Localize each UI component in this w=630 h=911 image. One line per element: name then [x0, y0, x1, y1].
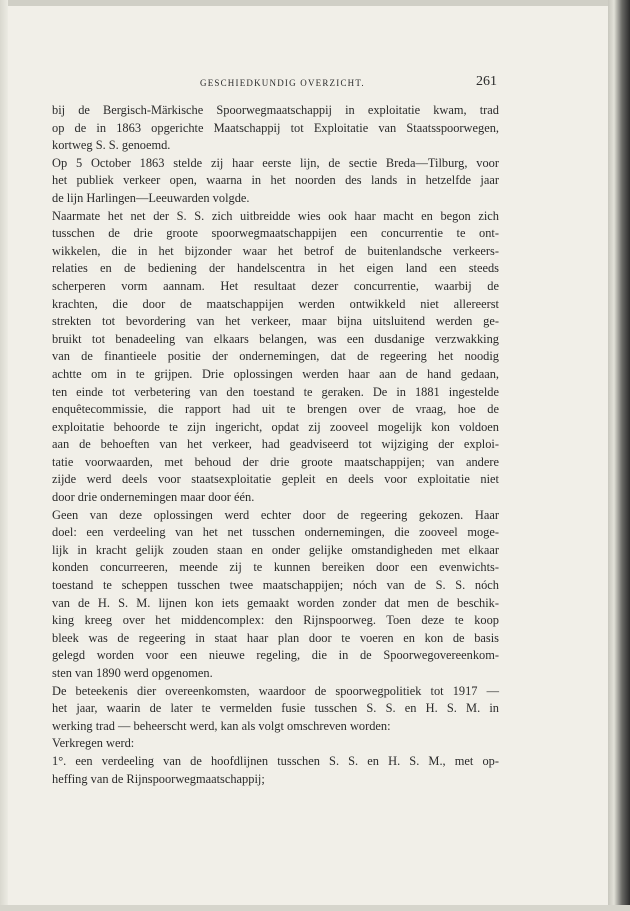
text-line: heffing van de Rijnspoorwegmaatschappij;	[52, 771, 265, 786]
text-line: werking trad — beheerscht werd, kan als volgt omschreven worden:	[52, 718, 391, 733]
page-content	[52, 72, 499, 788]
text-line: enquêtecommissie, die rapport had uit te brengen over de vraag, hoe de	[52, 402, 499, 417]
text-line: 1°. een verdeeling van de hoofdlijnen tusschen S. S. en H. S. M., met op-	[52, 753, 499, 768]
text-line: het jaar, waarin de later te vermelden fusie tusschen S. S. en H. S. M. in	[52, 701, 499, 716]
text-line: exploitatie behoorde te zijn ingericht, opdat zij zooveel mogelijk kon voldoen	[52, 419, 499, 434]
text-line: Op 5 October 1863 stelde zij haar eerste lijn, de sectie Breda—Tilburg, voor	[52, 155, 499, 170]
text-line: door drie ondernemingen maar door één.	[52, 490, 255, 505]
text-line: strekten tot bevordering van het verkeer, maar bijna uitsluitend werden ge-	[52, 314, 499, 329]
page-number: 261	[476, 74, 497, 89]
running-title: GESCHIEDKUNDIG OVERZICHT.	[200, 78, 365, 88]
text-line: tatie voorwaarden, met behoud der drie groote maatschappijen; van andere	[52, 454, 499, 469]
text-line: gelegd worden voor een nieuwe regeling, die in de Spoorwegovereenkom-	[52, 648, 499, 663]
text-line: king kreeg over het middencomplex: den Rijnspoorweg. Toen deze te koop	[52, 613, 499, 628]
running-head	[52, 72, 499, 94]
text-line: van de H. S. M. lijnen kon iets gemaakt worden zonder dat men de beschik-	[52, 595, 499, 610]
text-line: de lijn Harlingen—Leeuwarden volgde.	[52, 190, 250, 205]
book-spine-edge	[608, 0, 630, 911]
text-line: bleek was de regeering in staat haar plan door te voeren en kon de basis	[52, 630, 499, 645]
text-line: scherperen vorm aannam. Het resultaat dezer concurrentie, waarbij de	[52, 278, 499, 293]
text-line: toestand te scheppen tusschen twee maatschappijen; nóch van de S. S. nóch	[52, 578, 499, 593]
text-line: konden concurreeren, meende zij te kunnen bereiken door een evenwichts-	[52, 560, 499, 575]
text-line: Geen van deze oplossingen werd echter door de regeering gekozen. Haar	[52, 507, 499, 522]
text-line: De beteekenis dier overeenkomsten, waardoor de spoorwegpolitiek tot 1917 —	[52, 683, 499, 698]
text-line: zijde werd deels voor staatsexploitatie gepleit en deels voor exploitatie niet	[52, 472, 499, 487]
page-top-edge	[0, 0, 630, 6]
text-line: bruikt tot benadeeling van elkaars belangen, was een dusdanige verzwakking	[52, 331, 499, 346]
text-line: achtte om in te grijpen. Drie oplossingen werden haar aan de hand gedaan,	[52, 366, 499, 381]
text-line: kortweg S. S. genoemd.	[52, 138, 171, 153]
text-line: wikkelen, die in het bijzonder waar het betrof de buitenlandsche verkeers-	[52, 243, 499, 258]
text-line: lijk in kracht gelijk zouden staan en onder gelijke omstandigheden met elkaar	[52, 542, 499, 557]
text-line: doel: een verdeeling van het net tusschen ondernemingen, die zooveel moge-	[52, 525, 499, 540]
text-line: relaties en de bediening der handelscentra in het eigen land een steeds	[52, 261, 499, 276]
text-line: Naarmate het net der S. S. zich uitbreidde wies ook haar macht en begon zich	[52, 208, 499, 223]
text-line: tusschen de drie groote spoorwegmaatschappijen een concurrentie te ont-	[52, 226, 499, 241]
text-line: krachten, die door de maatschappijen werden ontwikkeld niet allereerst	[52, 296, 499, 311]
text-line: het publiek verkeer open, waarna in het noorden des lands in hetzelfde jaar	[52, 173, 499, 188]
text-line: aan de behoeften van het verkeer, had geadviseerd tot wijziging der exploi-	[52, 437, 499, 452]
text-line: bij de Bergisch-Märkische Spoorwegmaatschappij in exploitatie kwam, trad	[52, 103, 499, 117]
text-line: ten einde tot verbetering van den toestand te geraken. De in 1881 ingestelde	[52, 384, 499, 399]
body-text	[52, 102, 499, 788]
page-left-edge	[0, 0, 8, 911]
text-line: Verkregen werd:	[52, 736, 135, 751]
text-line: van de finantieele positie der ondernemingen, dat de regeering het noodig	[52, 349, 499, 364]
text-line: sten van 1890 werd opgenomen.	[52, 666, 213, 680]
page-bottom-edge	[0, 905, 630, 911]
text-line: op de in 1863 opgerichte Maatschappij tot Exploitatie van Staatsspoorwegen,	[52, 120, 499, 135]
